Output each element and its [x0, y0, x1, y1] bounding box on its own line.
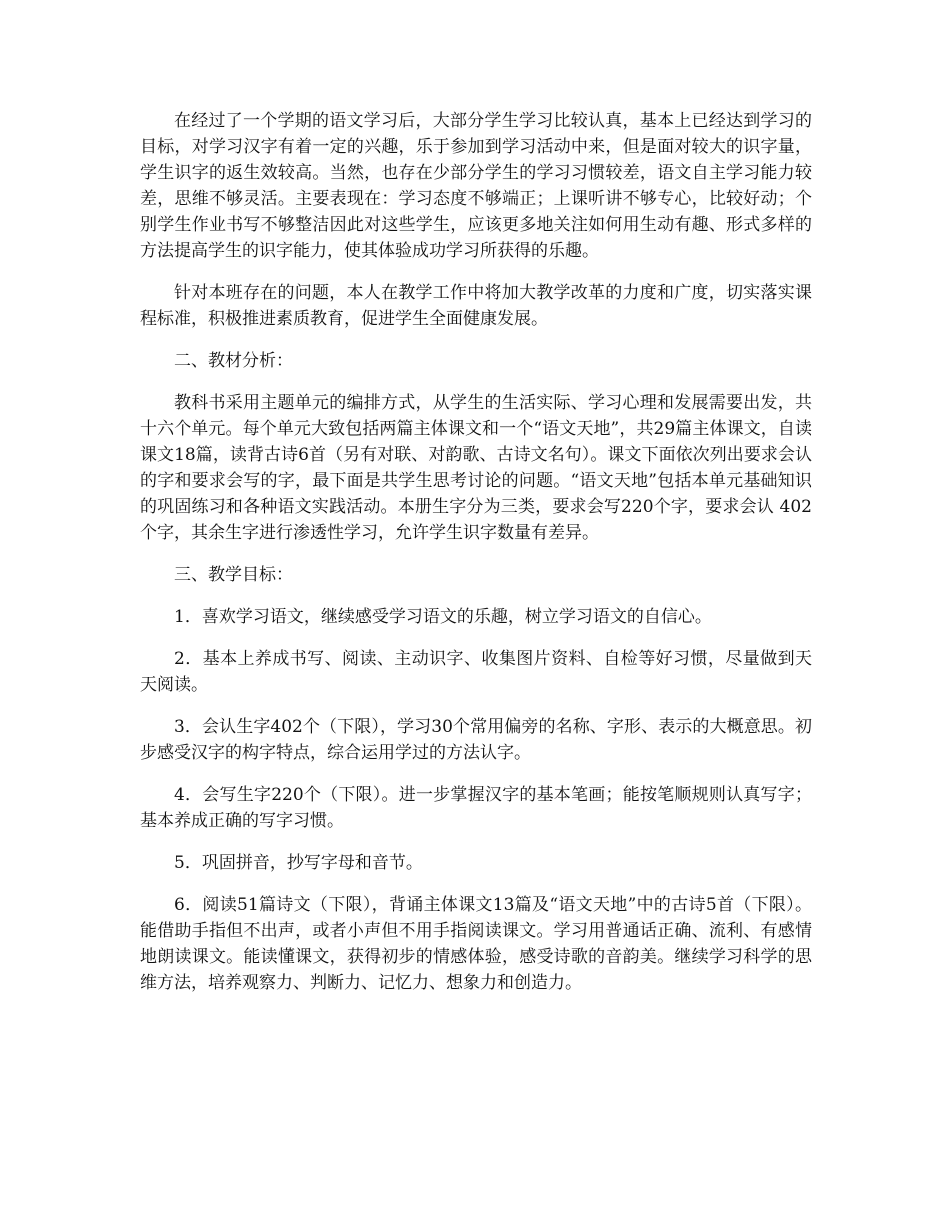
goal-item-5: 5．巩固拼音，抄写字母和音节。 [174, 853, 423, 873]
paragraph-improvement-plan: 针对本班存在的问题，本人在教学工作中将加大教学改革的力度和广度，切实落实课程标准，积极推进素质教育，促进学生全面健康发展。 [140, 283, 812, 329]
goal-item-6: 6．阅读51篇诗文（下限），背诵主体课文13篇及“语文天地”中的古诗5首（下限）。能借助手指但不出声，或者小声但不用手指阅读课文。学习用普通话正确、流利、有感情地朗读课文。能读懂课文，获得初步的情感体验，感受诗歌的音韵美。继续学习科学的思维方法，培养观察力、判断力、记忆力、想象力和创造力。 [140, 895, 812, 993]
goal-item-4: 4．会写生字220个（下限）。进一步掌握汉字的基本笔画；能按笔顺规则认真写字；基本养成正确的写字习惯。 [140, 785, 812, 831]
document-page [140, 108, 812, 1012]
paragraph-class-situation: 在经过了一个学期的语文学习后，大部分学生学习比较认真，基本上已经达到学习的目标，对学习汉字有着一定的兴趣，乐于参加到学习活动中来，但是面对较大的识字量，学生识字的返生效较高。当然，也存在少部分学生的学习习惯较差，语文自主学习能力较差，思维不够灵活。主要表现在：学习态度不够端正；上课听讲不够专心，比较好动；个别学生作业书写不够整洁因此对这些学生，应该更多地关注如何用生动有趣、形式多样的方法提高学生的识字能力，使其体验成功学习所获得的乐趣。 [140, 111, 812, 261]
section-heading-teaching-goals: 三、教学目标： [174, 565, 293, 585]
goal-item-3: 3．会认生字402个（下限），学习30个常用偏旁的名称、字形、表示的大概意思。初步感受汉字的构字特点，综合运用学过的方法认字。 [140, 717, 812, 763]
goal-item-1: 1．喜欢学习语文，继续感受学习语文的乐趣，树立学习语文的自信心。 [174, 607, 712, 627]
section-heading-textbook-analysis: 二、教材分析： [174, 351, 293, 371]
goal-item-2: 2．基本上养成书写、阅读、主动识字、收集图片资料、自检等好习惯，尽量做到天天阅读。 [140, 649, 812, 695]
paragraph-textbook-analysis: 教科书采用主题单元的编排方式，从学生的生活实际、学习心理和发展需要出发，共十六个单元。每个单元大致包括两篇主体课文和一个“语文天地”，共29篇主体课文，自读课文18篇，读背古诗6首（另有对联、对韵歌、古诗文名句）。课文下面依次列出要求会认的字和要求会写的字，最下面是共学生思考讨论的问题。“语文天地”包括本单元基础知识的巩固练习和各种语文实践活动。本册生字分为三类，要求会写220个字，要求会认 402个字，其余生字进行渗透性学习，允许学生识字数量有差异。 [140, 393, 812, 543]
